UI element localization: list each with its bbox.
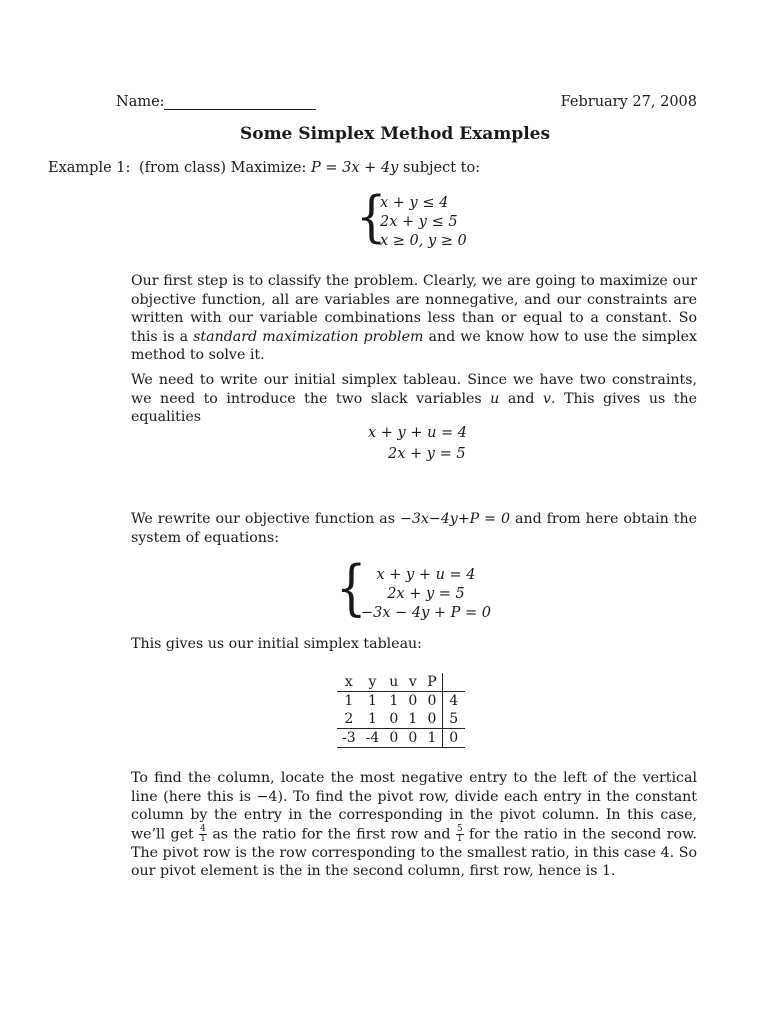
para2-and: and: [499, 390, 544, 407]
left-brace-2: {: [336, 553, 367, 623]
tableau-header-cell: v: [403, 673, 422, 692]
var-v: v: [543, 390, 552, 407]
tableau-cell: 0: [384, 729, 403, 748]
tableau-cell: 1: [403, 710, 422, 729]
tableau-cell: 0: [408, 693, 418, 709]
paragraph-rewrite: [131, 510, 697, 547]
system-eq-3: −3x − 4y + P = 0: [360, 605, 492, 621]
tableau-cell: 1: [361, 710, 385, 729]
para5-neg4: −4: [256, 788, 278, 805]
tableau-row: [337, 710, 465, 729]
paragraph-tableau-intro: This gives us our initial simplex tableau:: [131, 636, 422, 652]
tableau-header-cell: u: [384, 673, 403, 692]
tableau-cell: 0: [427, 693, 437, 709]
page-title: Some Simplex Method Examples: [239, 124, 551, 144]
para3-text-a: We rewrite our objective function as: [131, 511, 400, 527]
tableau-cell: 4: [442, 692, 465, 711]
frac2-num: 5: [456, 823, 463, 834]
tableau-cell: 0: [384, 710, 403, 729]
system-eq-1: x + y + u = 4: [376, 567, 476, 583]
date: February 27, 2008: [560, 94, 697, 110]
tableau-cell: 5: [442, 710, 465, 729]
para5-text-d: for the ratio in the second row. The pivot row is the row corresponding to the smallest ratio, in this case 4. So our pivot element is the in the second column, first row, hence is 1.: [131, 826, 697, 880]
para2-text-b: . This gives us the equalities: [131, 390, 698, 426]
para3-text-b: and from here obtain the system of equations:: [131, 511, 697, 546]
system-eq-2: 2x + y = 5: [387, 586, 465, 602]
tableau-cell: 1: [389, 693, 399, 709]
equality-1: x + y + u = 4: [368, 425, 468, 441]
tableau-header-cell: [442, 673, 465, 692]
tableau-header-cell: y: [361, 673, 385, 692]
constraint-1: x + y ≤ 4: [380, 195, 449, 211]
example1-subject-to: subject to:: [402, 160, 481, 176]
para5-text-a: To find the column, locate the most negative entry to the left of the vertical line (here this is: [131, 770, 697, 805]
frac1-den: 1: [200, 833, 206, 844]
example1-label: Example 1:: [48, 160, 131, 176]
simplex-tableau: [337, 673, 465, 748]
para5-text-c: as the ratio for the first row and: [206, 826, 456, 843]
tableau-cell: 0: [422, 710, 442, 729]
fraction-4-over-1: [199, 825, 207, 844]
tableau-cell: 0: [442, 729, 465, 748]
tableau-row: [337, 729, 465, 748]
tableau-cell: -3: [337, 729, 361, 748]
tableau-header-cell: x: [337, 673, 361, 692]
tableau-row: [337, 692, 465, 711]
equality-2: 2x + y = 5: [388, 446, 466, 462]
tableau-cell: 1: [368, 693, 377, 709]
tableau-cell: 1: [422, 729, 442, 748]
frac1-num: 4: [200, 823, 206, 834]
constraint-2: 2x + y ≤ 5: [380, 214, 458, 230]
paragraph-classify: [131, 272, 697, 365]
tableau-header-cell: P: [422, 673, 442, 692]
tableau-cell: 2: [337, 710, 361, 729]
frac2-den: 1: [456, 833, 463, 844]
fraction-5-over-1: [456, 825, 464, 844]
name-label: Name:: [116, 94, 165, 110]
constraint-3: x ≥ 0, y ≥ 0: [380, 233, 467, 249]
para1-emphasis: standard maximization problem: [193, 328, 424, 345]
example1-intro: (from class) Maximize:: [139, 160, 307, 176]
tableau-cell: 0: [403, 729, 422, 748]
para1-text-b: and we know how to use the simplex method to solve it.: [131, 328, 698, 364]
example1-objective: P = 3x + 4y: [311, 160, 399, 176]
para3-expr: −3x−4y+P = 0: [399, 511, 511, 527]
paragraph-slack: [131, 371, 697, 427]
para5-text-b: ). To find the pivot row, divide each entry in the constant column by the entry in the corresponding in the pivot column. In this case, we’ll get: [131, 788, 698, 843]
name-blank-line[interactable]: [164, 109, 316, 110]
left-brace-1: {: [356, 184, 387, 250]
tableau-header-row: [337, 673, 465, 692]
para2-text-a: We need to write our initial simplex tableau. Since we have two constraints, we need to introduce the two slack variables: [131, 372, 697, 407]
tableau-cell: 1: [344, 693, 354, 709]
para1-text-a: Our first step is to classify the problem. Clearly, we are going to maximize our objective function, all are variables are nonnegative, and our constraints are written with our variable combinations less than or equal to a constant. So this is a: [131, 273, 697, 345]
example1-line: [48, 160, 480, 176]
var-u: u: [490, 390, 500, 407]
tableau-cell: -4: [361, 729, 385, 748]
tableau-table: [337, 673, 465, 748]
paragraph-pivot: [131, 769, 697, 881]
